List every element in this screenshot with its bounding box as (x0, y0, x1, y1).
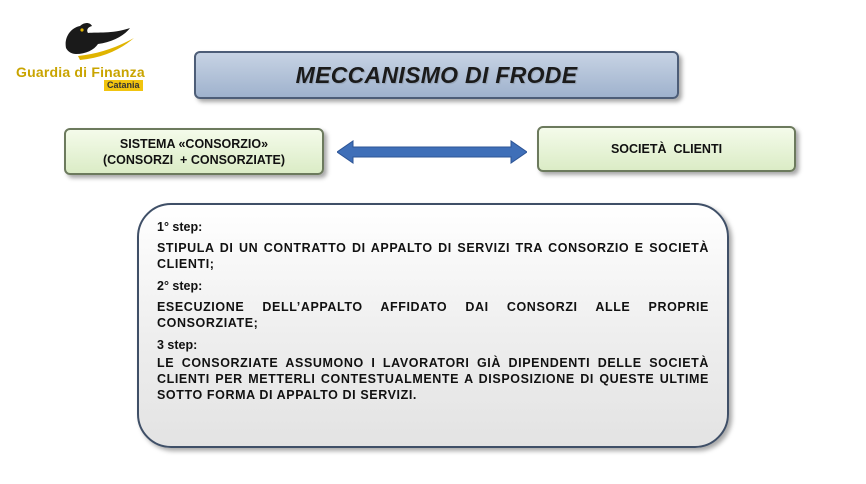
step-3-label: 3 step: (157, 338, 198, 352)
consorzio-line1: SISTEMA «CONSORZIO» (119, 136, 269, 151)
consorzio-box (64, 128, 324, 175)
societa-clienti-box (537, 126, 796, 172)
logo-location: Catania (104, 80, 143, 91)
page-title: MECCANISMO DI FRODE (295, 61, 578, 88)
consorzio-line2: (CONSORZI + CONSORZIATE) (102, 152, 286, 167)
logo-name: Guardia di Finanza (16, 64, 145, 80)
title-box (194, 51, 679, 99)
step-2-label: 2° step: (157, 279, 203, 293)
societa-clienti-label: SOCIETÀ CLIENTI (610, 142, 723, 156)
logo (10, 18, 145, 88)
steps-box (137, 203, 729, 448)
step-1-label: 1° step: (157, 220, 203, 234)
step-3-description: LE CONSORZIATE ASSUMONO I LAVORATORI GIÀ DIPENDENTI DELLE SOCIETÀ CLIENTI PER METTERLI CONTESTUALMENTE A DISPOSIZIONE DI QUESTE ULTIME SOTTO FORMA DI APPALTO DI SERVIZI. (157, 356, 709, 402)
eagle-icon (58, 18, 138, 64)
double-arrow-icon (337, 140, 527, 164)
step-2-description: ESECUZIONE DELL’APPALTO AFFIDATO DAI CONSORZI ALLE PROPRIE CONSORZIATE; (157, 300, 709, 330)
step-1-description: STIPULA DI UN CONTRATTO DI APPALTO DI SERVIZI TRA CONSORZIO E SOCIETÀ CLIENTI; (157, 241, 709, 271)
